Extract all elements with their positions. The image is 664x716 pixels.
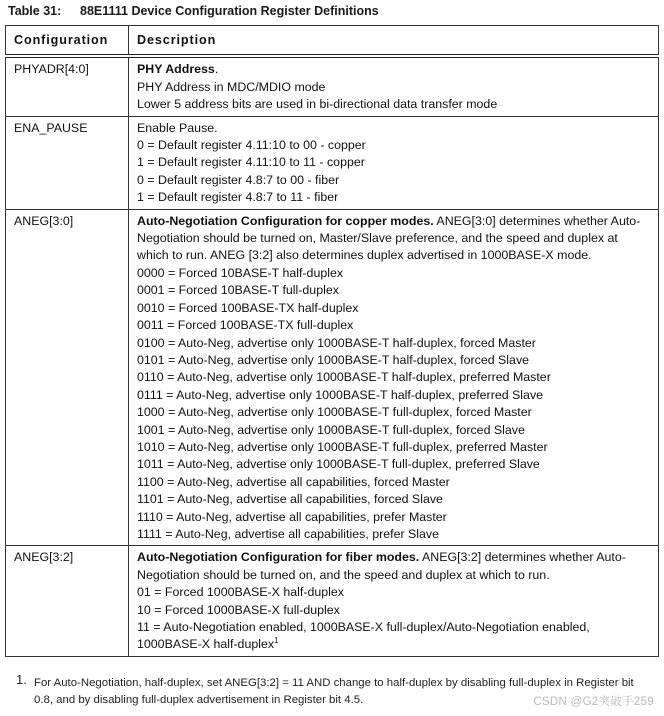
last-line-text: 11 = Auto-Negotiation enabled, 1000BASE-X full-duplex/Auto-Negotiation enabled, 1000BASE-X half-duplex bbox=[137, 620, 590, 652]
table-title: 88E1111 Device Configuration Register Definitions bbox=[80, 4, 379, 18]
description-lead bbox=[137, 61, 650, 78]
table-caption bbox=[8, 4, 379, 18]
description-line: Lower 5 address bits are used in bi-directional data transfer mode bbox=[137, 97, 498, 112]
table-row-phyadr bbox=[6, 56, 659, 116]
description-line: 1 = Default register 4.8:7 to 11 - fiber bbox=[137, 190, 339, 205]
config-cell: ENA_PAUSE bbox=[6, 116, 129, 209]
table-row-aneg-3-2 bbox=[6, 546, 659, 656]
header-description: Description bbox=[129, 26, 659, 57]
description-line: 1011 = Auto-Neg, advertise only 1000BASE-T full-duplex, preferred Slave bbox=[137, 457, 540, 472]
watermark: CSDN @G2突破手259 bbox=[533, 696, 654, 708]
header-configuration: Configuration bbox=[6, 26, 129, 57]
table-row-aneg-3-0 bbox=[6, 209, 659, 546]
description-lead bbox=[137, 549, 650, 584]
description-line: 0101 = Auto-Neg, advertise only 1000BASE-T half-duplex, forced Slave bbox=[137, 352, 530, 367]
lead-bold: Auto-Negotiation Configuration for fiber modes. bbox=[137, 550, 420, 565]
description-cell bbox=[129, 56, 659, 116]
lead-bold: PHY Address bbox=[137, 62, 215, 77]
description-line: 0 = Default register 4.8:7 to 00 - fiber bbox=[137, 172, 340, 187]
config-cell: ANEG[3:0] bbox=[6, 209, 129, 546]
lead-rest: . bbox=[214, 62, 219, 77]
description-line bbox=[137, 619, 650, 654]
footnote-text: For Auto-Negotiation, half-duplex, set ANEG[3:2] = 11 AND change to half-duplex by disabling full-duplex in Register bit 0.8, and by disabling full-duplex advertisement in Register bit 4.5. bbox=[34, 677, 634, 706]
description-line: 0111 = Auto-Neg, advertise only 1000BASE-T half-duplex, preferred Slave bbox=[137, 387, 544, 402]
description-line: 0010 = Forced 100BASE-TX half-duplex bbox=[137, 300, 359, 315]
config-cell: PHYADR[4:0] bbox=[6, 56, 129, 116]
description-line: 0100 = Auto-Neg, advertise only 1000BASE-T half-duplex, forced Master bbox=[137, 335, 536, 350]
description-line: 1101 = Auto-Neg, advertise all capabilities, forced Slave bbox=[137, 492, 443, 507]
lead-rest: ANEG[3:0] determines whether Auto-Negotiation should be turned on, Master/Slave preference, and the speed and duplex at which to run. ANEG [3:2] also determines duplex advertised in 1000BASE-X mode. bbox=[137, 213, 641, 263]
description-cell bbox=[129, 209, 659, 546]
description-line: PHY Address in MDC/MDIO mode bbox=[137, 79, 326, 94]
description-line: 0 = Default register 4.11:10 to 00 - copper bbox=[137, 138, 366, 153]
lead-bold: Auto-Negotiation Configuration for copper modes. bbox=[137, 213, 434, 228]
description-cell bbox=[129, 546, 659, 656]
description-line: 0000 = Forced 10BASE-T half-duplex bbox=[137, 265, 344, 280]
register-definitions-table bbox=[5, 25, 659, 657]
description-lead: Enable Pause. bbox=[137, 120, 218, 135]
description-line: 1110 = Auto-Neg, advertise all capabilities, prefer Master bbox=[137, 509, 447, 524]
table-header-row bbox=[6, 26, 659, 57]
description-line: 0011 = Forced 100BASE-TX full-duplex bbox=[137, 318, 354, 333]
description-line: 1010 = Auto-Neg, advertise only 1000BASE-T full-duplex, preferred Master bbox=[137, 439, 548, 454]
description-line: 01 = Forced 1000BASE-X half-duplex bbox=[137, 585, 344, 600]
table-row-ena-pause bbox=[6, 116, 659, 209]
description-line: 0001 = Forced 10BASE-T full-duplex bbox=[137, 283, 339, 298]
description-line: 0110 = Auto-Neg, advertise only 1000BASE-T half-duplex, preferred Master bbox=[137, 370, 551, 385]
description-line: 10 = Forced 1000BASE-X full-duplex bbox=[137, 602, 340, 617]
config-cell: ANEG[3:2] bbox=[6, 546, 129, 656]
description-line: 1001 = Auto-Neg, advertise only 1000BASE-T full-duplex, forced Slave bbox=[137, 422, 525, 437]
description-line: 1 = Default register 4.11:10 to 11 - copper bbox=[137, 155, 365, 170]
table-number: Table 31: bbox=[8, 4, 62, 18]
footnote-mark: 1. bbox=[16, 672, 27, 687]
description-lead bbox=[137, 213, 650, 265]
lead-rest: ANEG[3:2] determines whether Auto-Negotiation should be turned on, and the speed and duplex at which to run. bbox=[137, 550, 626, 582]
footnote-ref[interactable]: 1 bbox=[274, 636, 279, 646]
description-line: 1111 = Auto-Neg, advertise all capabilities, prefer Slave bbox=[137, 526, 440, 541]
description-cell bbox=[129, 116, 659, 209]
description-line: 1000 = Auto-Neg, advertise only 1000BASE-T full-duplex, forced Master bbox=[137, 405, 532, 420]
description-line: 1100 = Auto-Neg, advertise all capabilities, forced Master bbox=[137, 474, 450, 489]
